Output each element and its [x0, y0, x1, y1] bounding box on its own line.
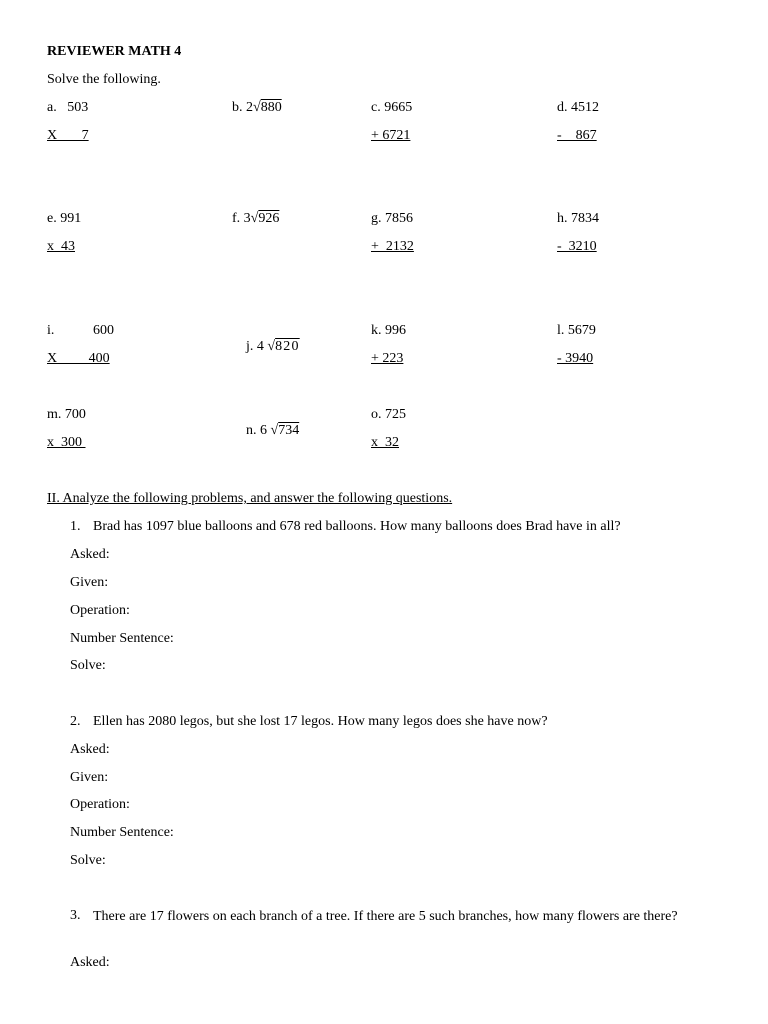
problem-n-prefix: n. 6	[246, 423, 271, 438]
q1-solve-label: Solve:	[70, 658, 106, 673]
q2-operation-label: Operation:	[70, 797, 130, 812]
problem-j-radicand: 820	[275, 339, 300, 354]
problem-k-top: k. 996	[371, 323, 406, 338]
problem-h-top: h. 7834	[557, 211, 599, 226]
question-3-number: 3.	[70, 908, 81, 923]
problem-o-top: o. 725	[371, 407, 406, 422]
problem-c-bottom: + 6721	[371, 128, 411, 143]
problem-k-bottom: + 223	[371, 351, 404, 366]
question-2-number: 2.	[70, 714, 81, 729]
problem-h-bottom: - 3210	[557, 239, 597, 254]
problem-d-top: d. 4512	[557, 100, 599, 115]
problem-g-bottom: + 2132	[371, 239, 414, 254]
problem-i-value: 600	[93, 323, 114, 338]
question-2-text: Ellen has 2080 legos, but she lost 17 legos. How many legos does she have now?	[93, 714, 548, 729]
problem-o-bottom: x 32	[371, 435, 399, 450]
problem-n-radicand: 734	[278, 423, 300, 438]
q1-given-label: Given:	[70, 575, 109, 590]
problem-a-bottom: X 7	[47, 128, 89, 143]
division-bracket-icon: √	[253, 100, 261, 115]
q1-number-sentence-label: Number Sentence:	[70, 631, 174, 646]
problem-j-prefix: j. 4	[246, 339, 268, 354]
document-title: REVIEWER MATH 4	[47, 44, 182, 59]
division-bracket-icon: √	[250, 211, 259, 226]
problem-f-prefix: f. 3	[232, 211, 251, 226]
q2-solve-label: Solve:	[70, 853, 106, 868]
problem-i-bottom: X 400	[47, 351, 110, 366]
problem-l-bottom: - 3940	[557, 351, 594, 366]
problem-f-radicand: 926	[258, 211, 280, 226]
problem-b-prefix: b. 2	[232, 100, 253, 115]
question-3-text: There are 17 flowers on each branch of a tree. If there are 5 such branches, how many flowers are there?	[93, 909, 678, 924]
problem-n	[232, 407, 299, 455]
problem-e-bottom: x 43	[47, 239, 75, 254]
q1-asked-label: Asked:	[70, 547, 110, 562]
problem-b	[232, 100, 282, 116]
question-1-number: 1.	[70, 519, 81, 534]
problem-l-top: l. 5679	[557, 323, 596, 338]
problem-m-top: m. 700	[47, 407, 86, 422]
problem-g-top: g. 7856	[371, 211, 413, 226]
section-2-heading: II. Analyze the following problems, and answer the following questions.	[47, 491, 453, 506]
problem-a-top: a. 503	[47, 100, 89, 115]
problem-d-bottom: - 867	[557, 128, 597, 143]
q2-given-label: Given:	[70, 770, 109, 785]
division-bracket-icon: √	[270, 423, 279, 438]
q2-asked-label: Asked:	[70, 742, 110, 757]
problem-j	[232, 323, 300, 371]
q3-asked-label: Asked:	[70, 955, 110, 970]
q2-number-sentence-label: Number Sentence:	[70, 825, 174, 840]
question-1-text: Brad has 1097 blue balloons and 678 red balloons. How many balloons does Brad have in all?	[93, 519, 621, 534]
instructions: Solve the following.	[47, 72, 161, 87]
problem-m-bottom: x 300	[47, 435, 86, 450]
problem-f	[232, 211, 279, 227]
division-bracket-icon: √	[267, 339, 276, 354]
problem-c-top: c. 9665	[371, 100, 413, 115]
problem-i-label: i.	[47, 323, 55, 338]
q1-operation-label: Operation:	[70, 603, 130, 618]
problem-e-top: e. 991	[47, 211, 82, 226]
problem-b-radicand: 880	[260, 100, 282, 115]
